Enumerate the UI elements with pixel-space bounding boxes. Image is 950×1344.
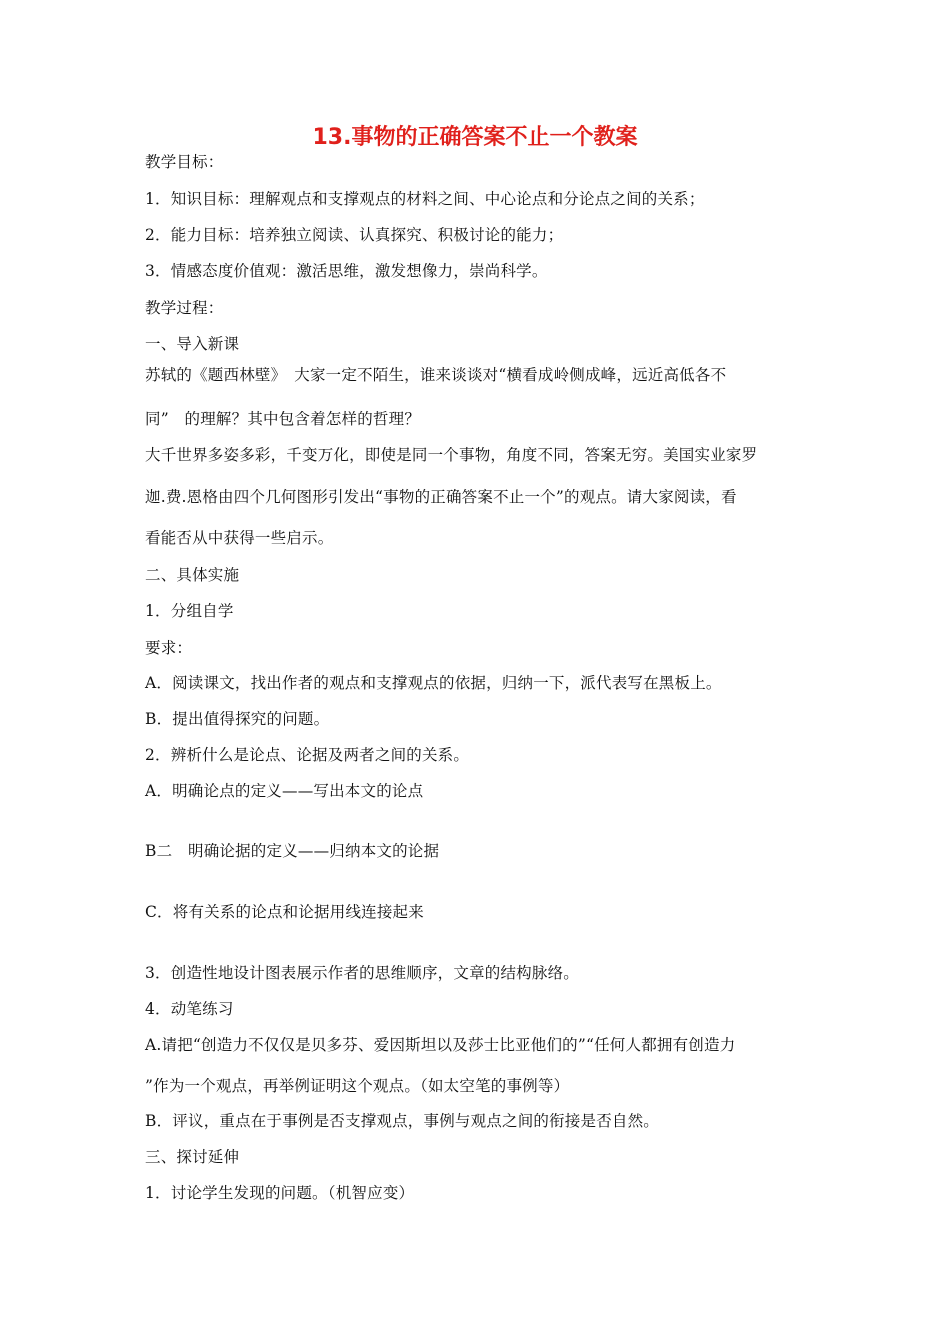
requirement-b: B．提出值得探究的问题。 [145,710,330,728]
paragraph-line: 大千世界多姿多彩，千变万化，即使是同一个事物，角度不同，答案无穷。美国实业家罗 [145,446,758,464]
sub-item-c: C．将有关系的论点和论据用线连接起来 [145,903,424,921]
paragraph-line: 迦.费.恩格由四个几何图形引发出“事物的正确答案不止一个”的观点。请大家阅读，看 [145,488,737,506]
practice-b: B．评议，重点在于事例是否支撑观点，事例与观点之间的衔接是否自然。 [145,1112,659,1130]
objective-knowledge: 1．知识目标：理解观点和支撑观点的材料之间、中心论点和分论点之间的关系； [145,190,705,208]
requirements-label: 要求： [145,639,193,657]
heading-extension: 三、探讨延伸 [145,1148,240,1166]
item-group-study: 1．分组自学 [145,602,234,620]
requirement-a: A．阅读课文，找出作者的观点和支撑观点的依据，归纳一下，派代表写在黑板上。 [145,674,722,692]
item-design-chart: 3．创造性地设计图表展示作者的思维顺序，文章的结构脉络。 [145,964,579,982]
practice-a: A.请把“创造力不仅仅是贝多芬、爱因斯坦以及莎士比亚他们的”“任何人都拥有创造力 [145,1036,736,1054]
item-discuss: 1．讨论学生发现的问题。（机智应变） [145,1184,415,1202]
practice-a-continued: ”作为一个观点，再举例证明这个观点。（如太空笔的事例等） [145,1077,570,1095]
section-heading-process: 教学过程： [145,299,224,317]
objective-attitude: 3．情感态度价值观：激活思维，激发想像力，崇尚科学。 [145,262,548,280]
sub-item-a: A．明确论点的定义——写出本文的论点 [145,782,424,800]
paragraph-line: 看能否从中获得一些启示。 [145,529,334,547]
paragraph-line: 苏轼的《题西林壁》 大家一定不陌生，谁来谈谈对“横看成岭侧成峰，远近高低各不 [145,366,727,384]
document-title: 13.事物的正确答案不止一个教案 [312,125,638,150]
paragraph-line: 同” 的理解？其中包含着怎样的哲理？ [145,410,421,428]
item-writing-practice: 4．动笔练习 [145,1000,234,1018]
section-heading-objectives: 教学目标： [145,153,224,171]
objective-ability: 2．能力目标：培养独立阅读、认真探究、积极讨论的能力； [145,226,564,244]
item-distinguish: 2．辨析什么是论点、论据及两者之间的关系。 [145,746,470,764]
sub-item-b: B二 明确论据的定义——归纳本文的论据 [145,842,440,860]
heading-introduction: 一、导入新课 [145,335,240,353]
heading-implementation: 二、具体实施 [145,566,240,584]
